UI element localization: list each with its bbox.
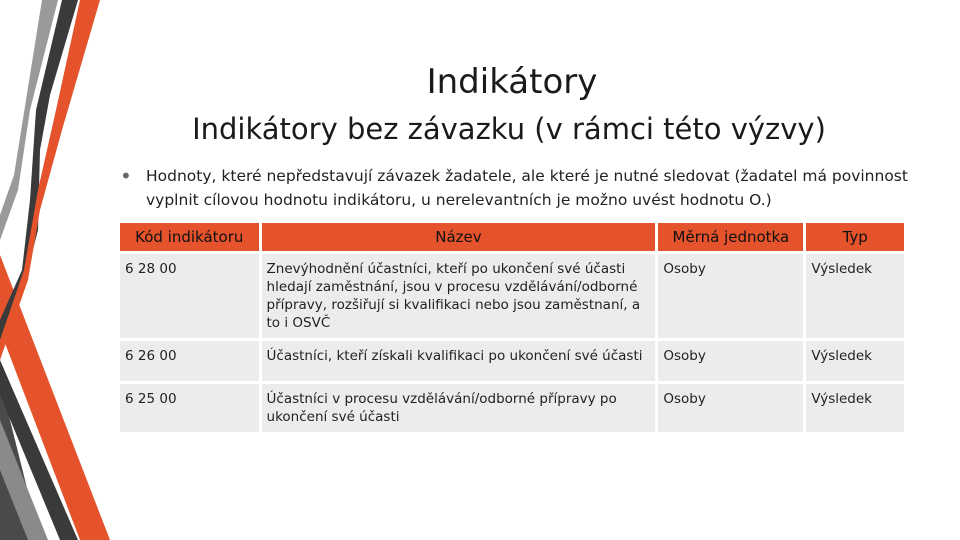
table-header-row (120, 223, 904, 251)
bullet-icon: • (120, 164, 132, 188)
bullet-text: Hodnoty, které nepředstavují závazek žadatele, ale které je nutné sledovat (žadatel má povinnost vyplnit cílovou hodnotu indikátoru, u nerelevantních je možno uvést hodnotu O.) (146, 167, 908, 209)
cell-name: Znevýhodnění účastníci, kteří po ukončení své účasti hledají zaměstnání, jsou v procesu vzdělávání/odborné přípravy, rozšiřují si kvalifikaci nebo jsou zaměstnaní, a to i OSVČ (262, 254, 656, 338)
cell-code: 6 26 00 (120, 341, 259, 381)
table-row (120, 341, 904, 381)
cell-name: Účastníci v procesu vzdělávání/odborné přípravy po ukončení své účasti (262, 384, 656, 432)
header-unit: Měrná jednotka (658, 223, 803, 251)
cell-code: 6 28 00 (120, 254, 259, 338)
header-name: Název (262, 223, 656, 251)
bullet-paragraph (120, 164, 920, 212)
header-type: Typ (806, 223, 904, 251)
header-code: Kód indikátoru (120, 223, 259, 251)
cell-unit: Osoby (658, 384, 803, 432)
page-title: Indikátory (426, 62, 598, 102)
cell-code: 6 25 00 (120, 384, 259, 432)
cell-unit: Osoby (658, 341, 803, 381)
cell-type: Výsledek (806, 341, 904, 381)
page-subtitle: Indikátory bez závazku (v rámci této výzvy) (192, 112, 826, 146)
table-row (120, 254, 904, 338)
table-row (120, 384, 904, 432)
cell-name: Účastníci, kteří získali kvalifikaci po ukončení své účasti (262, 341, 656, 381)
cell-type: Výsledek (806, 254, 904, 338)
cell-type: Výsledek (806, 384, 904, 432)
cell-unit: Osoby (658, 254, 803, 338)
indicators-table (117, 220, 907, 435)
